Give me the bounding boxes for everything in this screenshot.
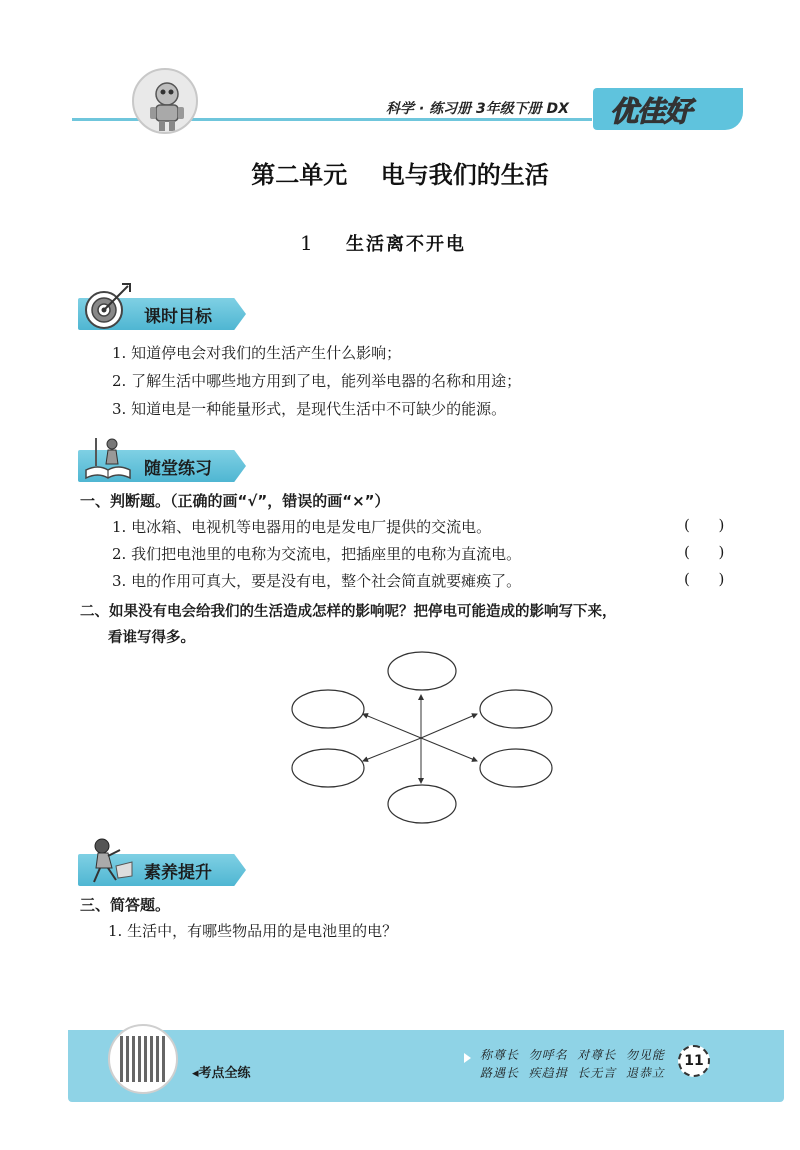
mascot-icon: [132, 68, 198, 134]
practice-banner: [78, 450, 246, 482]
goal-item: 1. 知道停电会对我们的生活产生什么影响；: [112, 344, 402, 362]
short-answer-item: 1. 生活中，有哪些物品用的是电池里的电？: [108, 922, 398, 940]
answer-oval[interactable]: [480, 749, 552, 787]
goals-banner: [78, 298, 246, 330]
question-1-heading: 一、判断题。（正确的画“√”，错误的画“×”）: [80, 492, 390, 510]
goal-item: 3. 知道电是一种能量形式，是现代生活中不可缺少的能源。: [112, 400, 507, 418]
answer-blank[interactable]: ( ): [684, 516, 725, 534]
footer-label: ◂考点全练: [192, 1066, 251, 1081]
unit-title: 第二单元 电与我们的生活: [251, 160, 549, 189]
judgment-item: 3. 电的作用可真大，要是没有电，整个社会简直就要瘫痪了。: [112, 572, 522, 590]
target-icon: [82, 280, 134, 332]
answer-oval[interactable]: [292, 749, 364, 787]
practice-banner-label: 随堂练习: [144, 459, 212, 479]
goals-banner-label: 课时目标: [144, 307, 212, 327]
judgment-item: 2. 我们把电池里的电称为交流电，把插座里的电称为直流电。: [112, 545, 522, 563]
effects-mind-map: [290, 650, 554, 826]
triangle-marker-icon: [464, 1053, 471, 1063]
answer-oval[interactable]: [292, 690, 364, 728]
page-number: 11: [678, 1045, 710, 1077]
qr-code-badge[interactable]: [108, 1024, 178, 1094]
arrow-line: [421, 714, 477, 738]
question-3-heading: 三、简答题。: [80, 896, 171, 914]
answer-blank[interactable]: ( ): [684, 543, 725, 561]
judgment-item: 1. 电冰箱、电视机等电器用的电是发电厂提供的交流电。: [112, 518, 492, 536]
answer-oval[interactable]: [388, 785, 456, 823]
improve-banner-label: 素养提升: [144, 863, 212, 883]
arrow-line: [363, 714, 421, 738]
answer-blank[interactable]: ( ): [684, 570, 725, 588]
book-info: 科学 · 练习册 3年级下册 DX: [386, 101, 569, 117]
motto-line: 称尊长 勿呼名 对尊长 勿见能: [480, 1048, 665, 1062]
running-girl-icon: [82, 836, 134, 888]
improve-banner: [78, 854, 246, 886]
answer-oval[interactable]: [388, 652, 456, 690]
goal-item: 2. 了解生活中哪些地方用到了电，能列举电器的名称和用途；: [112, 372, 522, 390]
arrow-line: [421, 738, 477, 761]
answer-oval[interactable]: [480, 690, 552, 728]
question-2-heading-line2: 看谁写得多。: [108, 630, 195, 646]
question-2-heading-line1: 二、如果没有电会给我们的生活造成怎样的影响呢？把停电可能造成的影响写下来，: [80, 604, 617, 620]
qr-code-icon: [120, 1036, 166, 1082]
lesson-name: 生活离不开电: [346, 234, 466, 255]
lesson-title: [300, 230, 466, 256]
lesson-number: 1: [300, 231, 313, 255]
arrow-line: [363, 738, 421, 761]
reading-book-icon: [82, 432, 134, 484]
motto-line: 路遇长 疾趋揖 长无言 退恭立: [480, 1066, 665, 1080]
brand-logo: 优佳好: [610, 95, 692, 128]
